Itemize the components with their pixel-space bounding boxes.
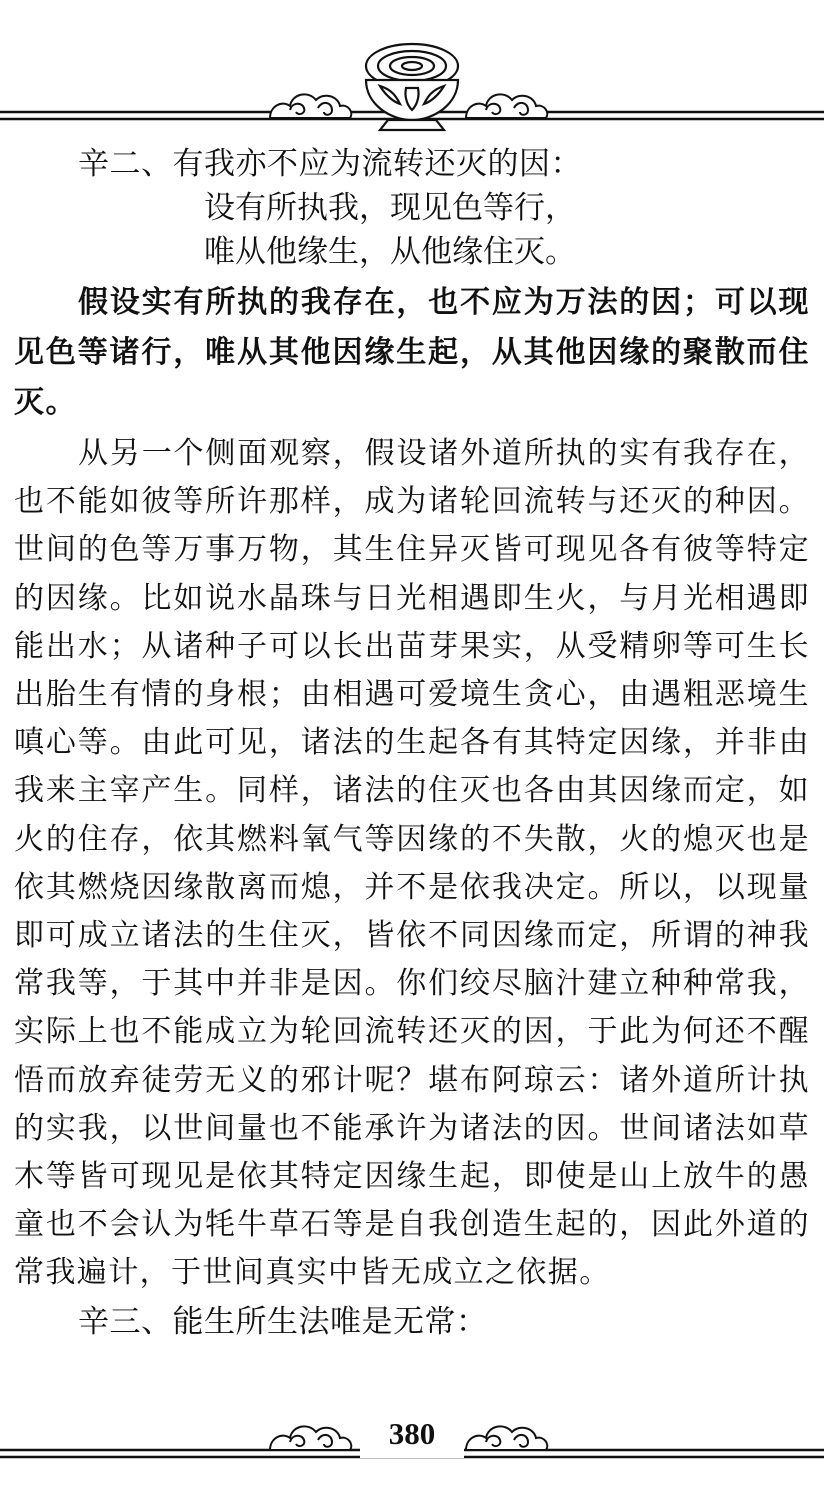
header-ornament-graphic — [0, 40, 824, 132]
verse-line-1: 设有所执我，现见色等行， — [204, 190, 576, 226]
commentary-bold-paragraph: 假设实有所执的我存在，也不应为万法的因；可以现见色等诸行，唯从其他因缘生起，从其他因缘的聚散而住灭。 — [14, 285, 810, 420]
commentary-body-paragraph: 从另一个侧面观察，假设诸外道所执的实有我存在，也不能如彼等所许那样，成为诸轮回流转与还灭的种因。世间的色等万事万物，其生住异灭皆可现见各有彼等特定的因缘。比如说水晶珠与日光相遇即生火，与月光相遇即能出水；从诸种子可以长出苗芽果实，从受精卵等可生长出胎生有情的身根；由相遇可爱境生贪心，由遇粗恶境生嗔心等。由此可见，诸法的生起各有其特定因缘，并非由我来主宰产生。同样，诸法的住灭也各由其因缘而定，如火的住存，依其燃料氧气等因缘的不失散，火的熄灭也是依其燃烧因缘散离而熄，并不是依我决定。所以，以现量即可成立诸法的生住灭，皆依不同因缘而定，所谓的神我常我等，于其中并非是因。你们绞尽脑汁建立种种常我，实际上也不能成立为轮回流转还灭的因，于此为何还不醒悟而放弃徒劳无义的邪计呢？堪布阿琼云：诸外道所计执的实我，以世间量也不能承许为诸法的因。世间诸法如草木等皆可现见是依其特定因缘生起，即使是山上放牛的愚童也不会认为牦牛草石等是自我创造生起的，因此外道的常我遍计，于世间真实中皆无成立之依据。 — [14, 436, 810, 1291]
page-content — [14, 142, 810, 1346]
footer-right-cloud-icon — [466, 1426, 547, 1450]
section-heading-2: 辛三、能生所生法唯是无常： — [78, 1303, 488, 1340]
verse-line-2: 唯从他缘生，从他缘住灭。 — [204, 234, 576, 270]
footer-left-cloud-icon — [270, 1426, 351, 1450]
section-heading-1: 辛二、有我亦不应为流转还灭的因： — [78, 146, 582, 182]
page-number: 380 — [388, 1416, 436, 1451]
header-ornament — [0, 40, 824, 132]
lotus-vase-icon — [366, 44, 458, 130]
left-cloud-icon — [270, 94, 351, 118]
right-cloud-icon — [466, 94, 547, 118]
